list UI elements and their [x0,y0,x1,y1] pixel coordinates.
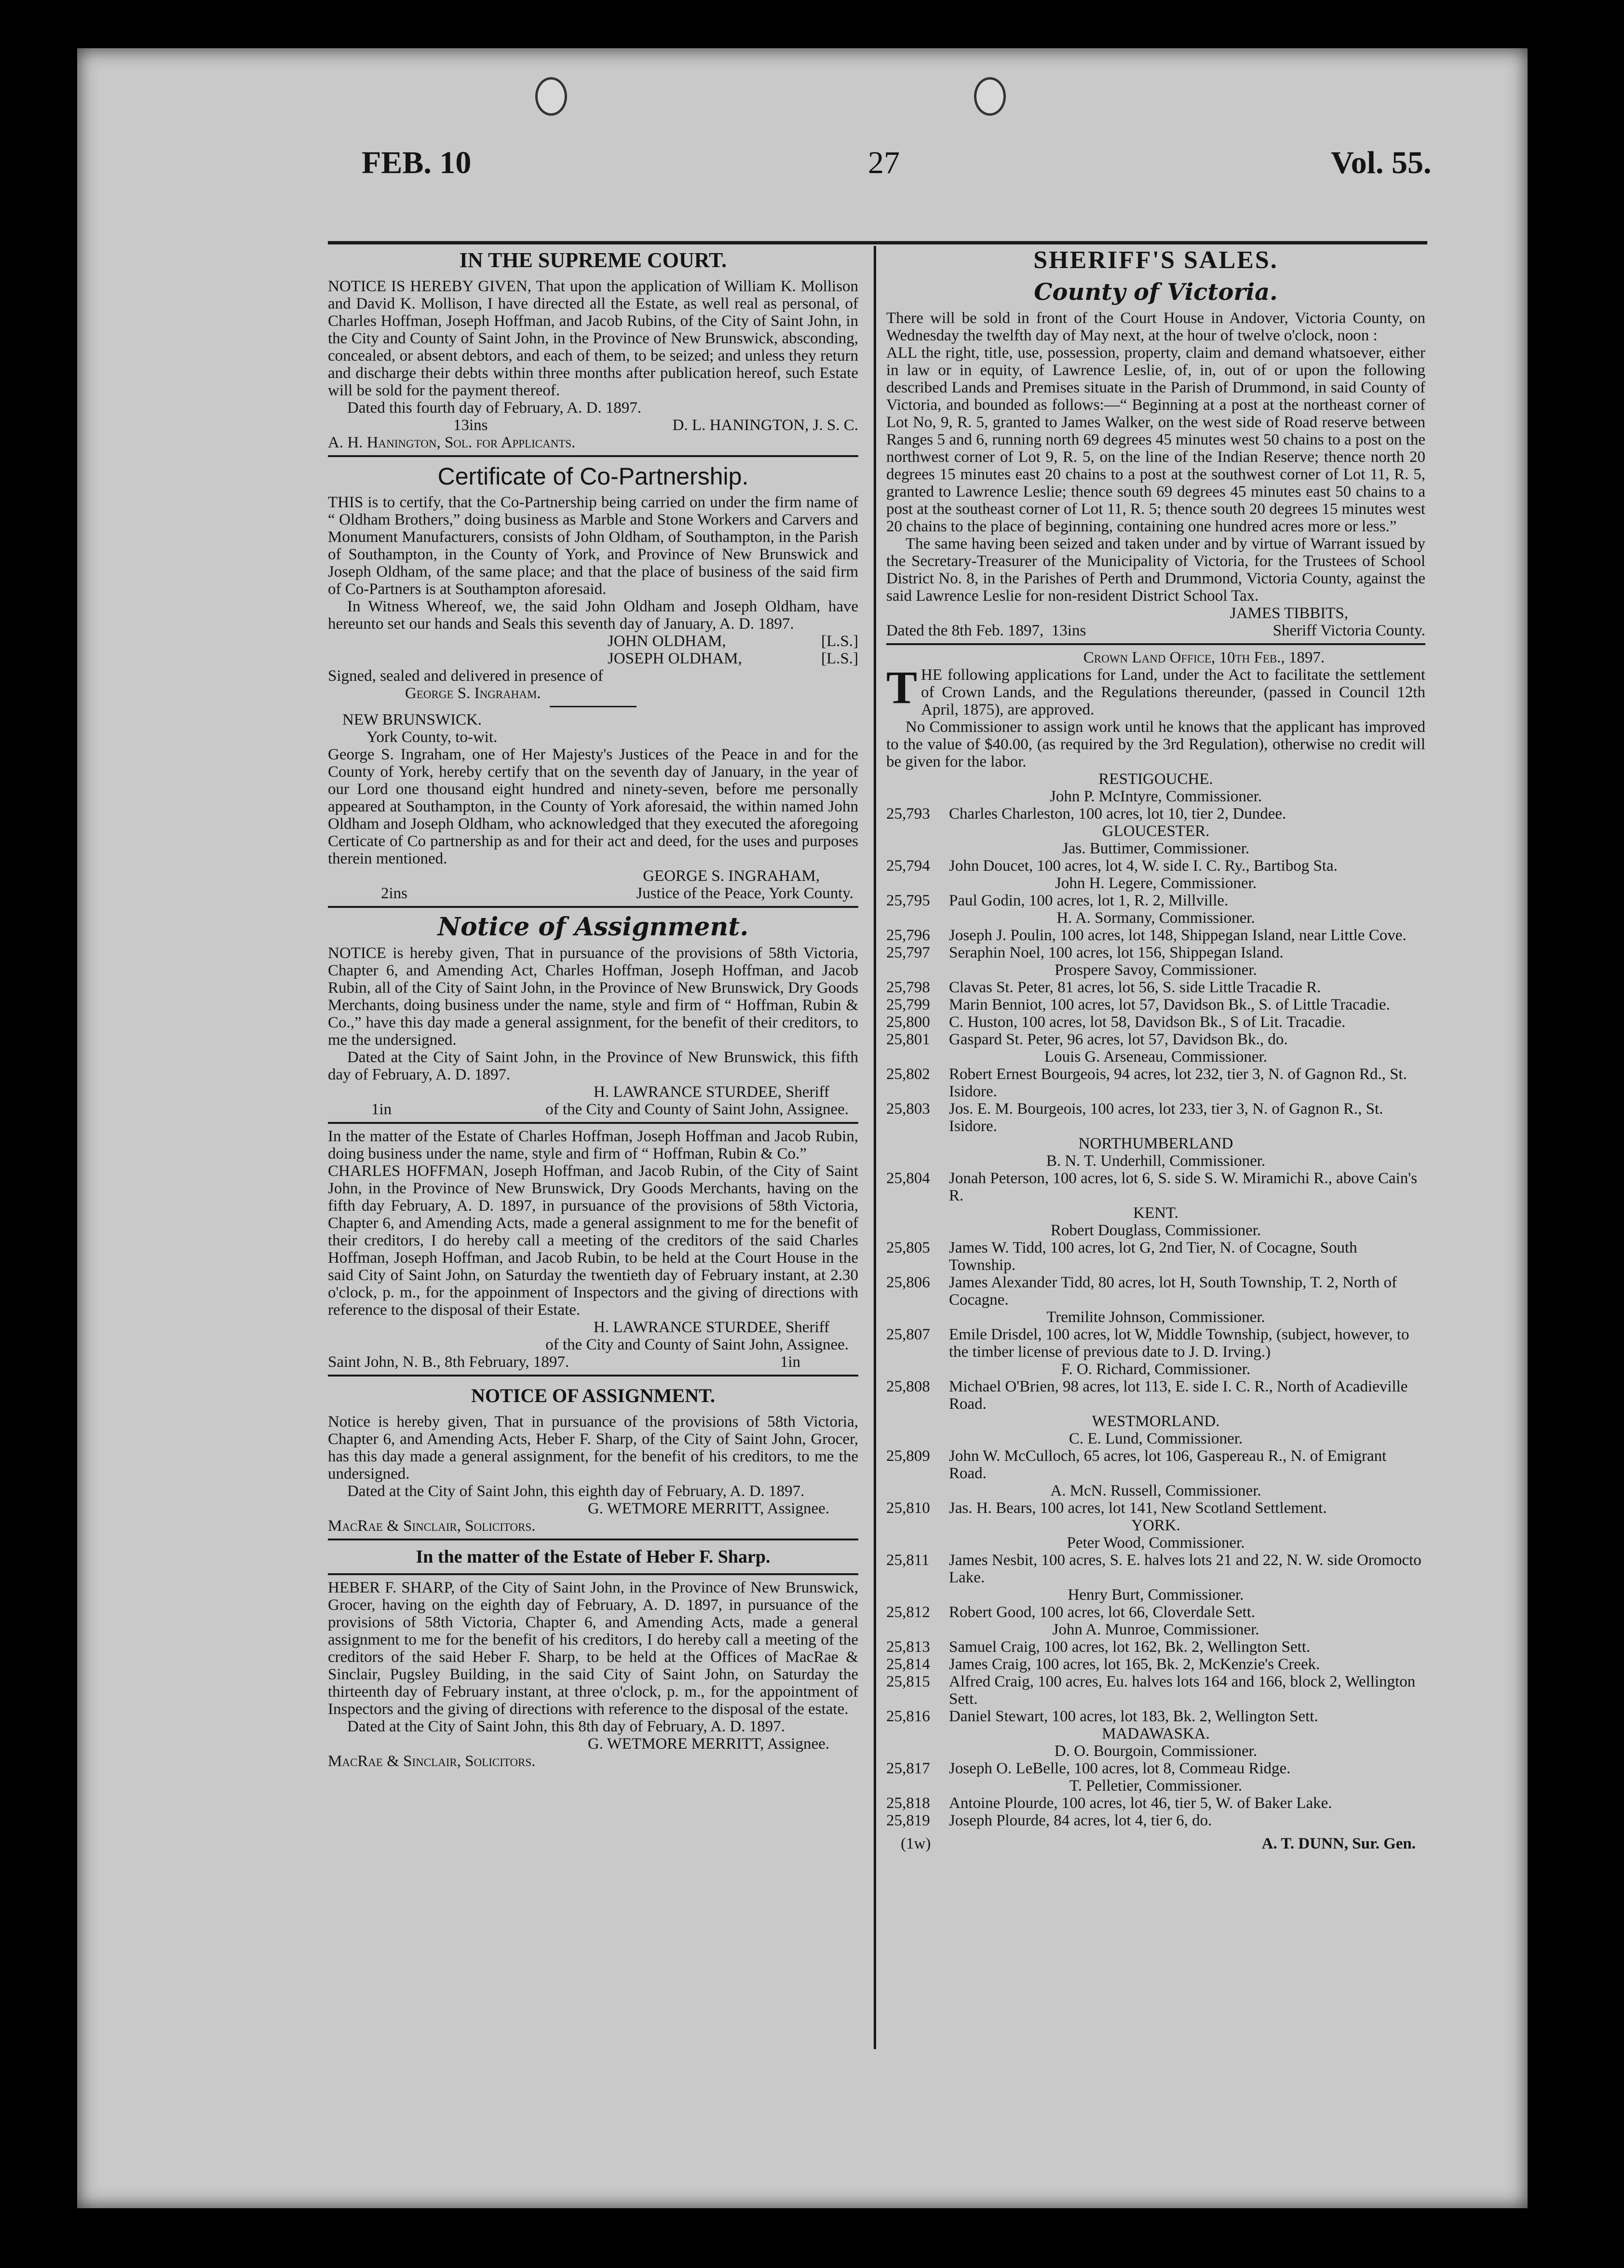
application-entry [886,1673,1425,1708]
section-rule [328,1375,858,1377]
binding-hole [974,77,1006,116]
application-text: Antoine Plourde, 100 acres, lot 46, tier 5, W. of Baker Lake. [949,1795,1332,1812]
seal-joseph: [L.S.] [821,650,858,667]
application-text: James W. Tidd, 100 acres, lot G, 2nd Tier, N. of Cocagne, South Township. [949,1239,1357,1274]
right-column [886,241,1425,1852]
county-heading: GLOUCESTER. [1102,823,1210,840]
crown-intro: HE following applications for Land, under the Act to facilitate the settlement of Crown Lands, and the Regulations thereunder, (passed in Council 12th April, 1875), are approved. [921,666,1425,718]
left-column [328,241,858,1770]
section-rule [328,1122,858,1124]
commissioner-line: T. Pelletier, Commissioner. [1069,1777,1243,1795]
surveyor-general: A. T. DUNN, Sur. Gen. [1261,1835,1416,1852]
application-entry [886,857,1425,875]
application-number: 25,801 [886,1031,930,1048]
hoffman-matter: In the matter of the Estate of Charles Hoffman, Joseph Hoffman and Jacob Rubin, doing business under the name, style and firm of “ Hoffman, Rubin & Co.” [328,1128,858,1162]
supreme-court-ins: 13ins [453,417,488,434]
signed-in-presence: Signed, sealed and delivered in presence of [328,667,603,685]
application-entry [886,927,1425,944]
county-heading: KENT. [1133,1204,1178,1222]
application-entry [886,979,1425,996]
application-text: Seraphin Noel, 100 acres, lot 156, Shippegan Island. [949,944,1284,961]
column-divider [874,246,876,2049]
application-text: Charles Charleston, 100 acres, lot 10, tier 2, Dundee. [949,805,1286,823]
application-number: 25,805 [886,1239,930,1256]
application-entry [886,1031,1425,1048]
section-rule [328,455,858,457]
county-heading: WESTMORLAND. [1092,1413,1220,1430]
crown-footer-left: (1w) [901,1835,931,1852]
seal-john: [L.S.] [821,633,858,650]
commissioner-line: F. O. Richard, Commissioner. [1061,1361,1251,1378]
application-entry [886,1552,1425,1586]
commissioner-line: John P. McIntyre, Commissioner. [1049,788,1262,805]
county-heading: NORTHUMBERLAND [1078,1135,1233,1152]
sheriff-name-2: H. LAWRANCE STURDEE, Sheriff [594,1319,829,1336]
page-number: 27 [868,145,900,180]
commissioner-line: Louis G. Arseneau, Commissioner. [1044,1048,1267,1066]
application-entry [886,1013,1425,1031]
sharp-assignee: G. WETMORE MERRITT, Assignee. [587,1500,829,1517]
application-number: 25,802 [886,1066,930,1083]
application-text: John W. McCulloch, 65 acres, lot 106, Gaspereau R., N. of Emigrant Road. [949,1447,1387,1482]
signature-joseph: JOSEPH OLDHAM, [608,650,742,667]
application-text: Jos. E. M. Bourgeois, 100 acres, lot 233, tier 3, N. of Gagnon R., St. Isidore. [949,1100,1383,1135]
supreme-court-body: NOTICE IS HEREBY GIVEN, That upon the application of William K. Mollison and David K. Mollison, I have directed all the Estate, as well real as personal, of Charles Hoffman, Joseph Hoffman, and Jacob Rubins, of the City of Saint John, in the City and County of Saint John, in the Province of New Brunswick, absconding, concealed, or absent debtors, and each of them, to be seized; and unless they return and discharge their debts within three months after publication hereof, such Estate will be sold for the payment thereof. [328,278,858,399]
application-number: 25,794 [886,857,930,875]
application-entry [886,996,1425,1013]
sharp-meeting-body: HEBER F. SHARP, of the City of Saint John, in the Province of New Brunswick, Grocer, having on the eighth day of February, A. D. 1897, in pursuance of the provisions of 58th Victoria, Chapter 6, and Amending Acts, made a general assignment to me for the benefit of his creditors, I do hereby call a meeting of the creditors of the said Heber F. Sharp, to be held at the Offices of MacRae & Sinclair, Pugsley Building, in the said City of Saint John, on Saturday the thirteenth day of February instant, at three o'clock, p. m., for the appointment of Inspectors and the giving of directions with reference to the disposal of the estate. [328,1579,858,1718]
application-number: 25,817 [886,1760,930,1777]
application-entry [886,1499,1425,1517]
sheriff-tibbits-title: Sheriff Victoria County. [1272,622,1425,639]
section-rule [328,906,858,908]
sale-seized: The same having been seized and taken under and by virtue of Warrant issued by the Secretary-Treasurer of the Municipality of Victoria, for the Trustees of School District No. 8, in the Parishes of Perth and Drummond, Victoria County, against the said Lawrence Leslie for non-resident District School Tax. [886,535,1425,605]
application-number: 25,793 [886,805,930,823]
sharp-solicitors-2: MacRae & Sinclair, Solicitors. [328,1753,536,1770]
sale-dated: Dated the 8th Feb. 1897, [886,622,1044,639]
assignment-notice-body: NOTICE is hereby given, That in pursuance of the provisions of 58th Victoria, Chapter 6, and Amending Act, Charles Hoffman, Joseph Hoffman, and Jacob Rubin, all of the City of Saint John, in the Province of New Brunswick, Dry Goods Merchants, doing business under the name, style and firm of “ Hoffman, Rubin & Co.,” have this day made a general assignment, for the benefit of their creditors, to me the undersigned. [328,945,858,1049]
application-number: 25,819 [886,1812,930,1829]
commissioner-line: Henry Burt, Commissioner. [1068,1586,1244,1604]
application-number: 25,818 [886,1795,930,1812]
binding-hole [535,77,567,116]
section-rule [886,643,1425,645]
application-number: 25,803 [886,1100,930,1118]
application-number: 25,814 [886,1656,930,1673]
application-entry [886,1378,1425,1413]
application-entry [886,1326,1425,1361]
supreme-court-title: IN THE SUPREME COURT. [459,248,727,272]
sheriffs-sales-title: SHERIFF'S SALES. [1033,246,1278,274]
application-text: Marin Benniot, 100 acres, lot 57, Davidson Bk., S. of Little Tracadie. [949,996,1390,1013]
sale-intro: There will be sold in front of the Court House in Andover, Victoria County, on Wednesday the twelfth day of May next, at the hour of twelve o'clock, noon : [886,310,1425,344]
application-text: Robert Good, 100 acres, lot 66, Cloverdale Sett. [949,1604,1256,1621]
application-number: 25,813 [886,1638,930,1656]
application-number: 25,796 [886,927,930,944]
copartnership-ins: 2ins [381,885,408,902]
application-entry [886,1812,1425,1829]
justice-name: GEORGE S. INGRAHAM, [643,867,820,885]
assignment-ins: 1in [371,1101,392,1118]
application-number: 25,808 [886,1378,930,1395]
application-text: Paul Godin, 100 acres, lot 1, R. 2, Millville. [949,892,1229,909]
application-entry [886,1447,1425,1482]
application-text: James Alexander Tidd, 80 acres, lot H, South Township, T. 2, North of Cocagne. [949,1274,1397,1309]
application-entry [886,1604,1425,1621]
sheriff-title-2: of the City and County of Saint John, Assignee. [545,1336,849,1353]
commissioner-line: Peter Wood, Commissioner. [1067,1534,1245,1552]
justice-certificate: George S. Ingraham, one of Her Majesty's Justices of the Peace in and for the County of York, hereby certify that on the seventh day of January, in the year of our Lord one thousand eight hundred and ninety-seven, before me personally appeared at Southampton, in the County of York aforesaid, the within named John Oldham and Joseph Oldham, who acknowledged that they executed the aforegoing Certicate of Co partnership as and for their act and deed, for the uses and purposes therein mentioned. [328,746,858,867]
application-number: 25,807 [886,1326,930,1343]
assignment-notice-dated: Dated at the City of Saint John, in the Province of New Brunswick, this fifth day of February, A. D. 1897. [328,1049,858,1083]
sharp-assignment-title: NOTICE OF ASSIGNMENT. [471,1385,715,1406]
sheriff-tibbits: JAMES TIBBITS, [1230,605,1348,622]
commissioner-line: B. N. T. Underhill, Commissioner. [1046,1152,1266,1170]
hoffman-place-date: Saint John, N. B., 8th February, 1897. [328,1353,569,1371]
sale-description: ALL the right, title, use, possession, property, claim and demand whatsoever, either in law or in equity, of Lawrence Leslie, of, in, out of or upon the following described Lands and Premises situate in the Parish of Drummond, in said County of Victoria, and bounded as follows:—“ Beginning at a post at the northeast corner of Lot No, 9, R. 5, granted to James Walker, on the west side of Road reserve between Ranges 5 and 6, running north 69 degrees 45 minutes west 50 chains to a post on the northwest corner of Lot 9, R. 5, on the line of the Indian Reserve; thence north 20 degrees 15 minutes east 20 chains to a post at the southwest corner of Lot 11, R. 5, granted to Lawrence Leslie; thence south 69 degrees 45 minutes east 50 chains to a post at the southeast corner of Lot 11, R. 5; thence south 20 degrees 15 minutes west 20 chains to the place of beginning, containing one hundred acres more or less.” [886,344,1425,535]
application-number: 25,810 [886,1499,930,1517]
sharp-solicitors: MacRae & Sinclair, Solicitors. [328,1517,536,1535]
application-text: Daniel Stewart, 100 acres, lot 183, Bk. 2, Wellington Sett. [949,1708,1318,1725]
crown-applications-list [886,770,1425,1829]
application-entry [886,1066,1425,1100]
copartnership-title: Certificate of Co-Partnership. [437,463,749,490]
application-entry [886,1708,1425,1725]
application-text: Joseph J. Poulin, 100 acres, lot 148, Shippegan Island, near Little Cove. [949,927,1407,944]
sharp-assignment-body: Notice is hereby given, That in pursuance of the provisions of 58th Victoria, Chapter 6, and Amending Acts, Heber F. Sharp, of the City of Saint John, Grocer, has this day made a general assignment, for the benefit of his creditors, to me the undersigned. [328,1413,858,1483]
section-rule [328,1573,858,1575]
application-text: James Craig, 100 acres, lot 165, Bk. 2, McKenzie's Creek. [949,1656,1320,1673]
crown-land-office: Crown Land Office, 10th Feb., 1897. [1083,649,1325,666]
sharp-assignee-2: G. WETMORE MERRITT, Assignee. [587,1735,829,1753]
application-text: Jas. H. Bears, 100 acres, lot 141, New Scotland Settlement. [949,1499,1327,1517]
application-entry [886,1638,1425,1656]
sharp-meeting-dated: Dated at the City of Saint John, this 8th day of February, A. D. 1897. [347,1718,785,1735]
application-number: 25,815 [886,1673,930,1690]
hoffman-ins: 1in [780,1353,800,1371]
commissioner-line: C. E. Lund, Commissioner. [1069,1430,1243,1447]
application-entry [886,1795,1425,1812]
application-entry [886,892,1425,909]
york-county-line: York County, to-wit. [366,729,498,746]
commissioner-line: A. McN. Russell, Commissioner. [1050,1482,1261,1499]
volume-number: Vol. 55. [1331,145,1432,180]
application-text: Samuel Craig, 100 acres, lot 162, Bk. 2, Wellington Sett. [949,1638,1311,1656]
application-text: Gaspard St. Peter, 96 acres, lot 57, Davidson Bk., do. [949,1031,1288,1048]
drop-cap: T [886,662,918,713]
county-heading: RESTIGOUCHE. [1098,770,1213,788]
sale-ins: 13ins [1051,622,1086,639]
application-number: 25,809 [886,1447,930,1465]
new-brunswick-heading: NEW BRUNSWICK. [342,711,482,729]
sharp-assignment-dated: Dated at the City of Saint John, this eighth day of February, A. D. 1897. [347,1483,805,1500]
hoffman-meeting-body: CHARLES HOFFMAN, Joseph Hoffman, and Jacob Rubin, of the City of Saint John, in the Province of New Brunswick, Dry Goods Merchants, having on the fifth day February, A. D. 1897, in pursuance of the provisions of 58th Victoria, Chapter 6, and Amending Acts, made a general assignment to me for the benefit of their creditors, I do hereby call a meeting of the creditors of the said Charles Hoffman, Joseph Hoffman, and Jacob Rubin, to be held at the Court House in the said City of Saint John, on Saturday the twentieth day of February instant, at 2.30 o'clock, p. m., for the appoinment of Inspectors and the giving of directions with reference to the disposal of their Estate. [328,1162,858,1319]
application-text: Michael O'Brien, 98 acres, lot 113, E. side I. C. R., North of Acadieville Road. [949,1378,1408,1413]
supreme-court-dated: Dated this fourth day of February, A. D. 1897. [347,399,642,417]
commissioner-line: John H. Legere, Commissioner. [1055,875,1257,892]
application-number: 25,800 [886,1013,930,1031]
application-number: 25,816 [886,1708,930,1725]
application-entry [886,1656,1425,1673]
copartnership-body: THIS is to certify, that the Co-Partnership being carried on under the firm name of “ Oldham Brothers,” doing business as Marble and Stone Workers and Carvers and Monument Manufacturers, consists of John Oldham, of Southampton, in the Parish of Southampton, in the County of York, and Province of New Brunswick and Joseph Oldham, of the same place; and that the place of business of the said firm of Co-Partners is at Southampton aforesaid. [328,494,858,598]
application-text: C. Huston, 100 acres, lot 58, Davidson Bk., S of Lit. Tracadie. [949,1013,1346,1031]
justice-title: Justice of the Peace, York County. [636,885,853,902]
assignment-notice-title: Notice of Assignment. [437,912,749,942]
application-number: 25,798 [886,979,930,996]
application-text: James Nesbit, 100 acres, S. E. halves lots 21 and 22, N. W. side Oromocto Lake. [949,1552,1421,1586]
application-entry [886,1170,1425,1204]
commissioner-line: Robert Douglass, Commissioner. [1050,1222,1261,1239]
header-date: FEB. 10 [362,145,472,180]
application-number: 25,806 [886,1274,930,1291]
application-entry [886,805,1425,823]
county-of-victoria: County of Victoria. [1034,279,1278,306]
section-rule [328,1539,858,1540]
application-number: 25,811 [886,1552,930,1569]
commissioner-line: D. O. Bourgoin, Commissioner. [1054,1742,1258,1760]
application-number: 25,812 [886,1604,930,1621]
application-entry [886,1760,1425,1777]
commissioner-line: H. A. Sormany, Commissioner. [1056,909,1255,927]
application-entry [886,1239,1425,1274]
application-number: 25,799 [886,996,930,1013]
sharp-matter: In the matter of the Estate of Heber F. Sharp. [416,1547,771,1567]
county-heading: YORK. [1131,1517,1180,1534]
commissioner-line: Jas. Buttimer, Commissioner. [1062,840,1250,857]
supreme-court-judge: D. L. HANINGTON, J. S. C. [672,417,858,434]
commissioner-line: John A. Munroe, Commissioner. [1052,1621,1259,1638]
application-text: John Doucet, 100 acres, lot 4, W. side I. C. Ry., Bartibog Sta. [949,857,1338,875]
sheriff-title: of the City and County of Saint John, Assignee. [545,1101,849,1118]
crown-note: No Commissioner to assign work until he knows that the applicant has improved to the value of $40.00, (as required by the 3rd Regulation), otherwise no credit will be given for the labor. [886,718,1425,770]
application-text: Joseph Plourde, 84 acres, lot 4, tier 6, do. [949,1812,1212,1829]
copartnership-witness: In Witness Whereof, we, the said John Oldham and Joseph Oldham, have hereunto set our hands and Seals this seventh day of January, A. D. 1897. [328,598,858,633]
application-text: Emile Drisdel, 100 acres, lot W, Middle Township, (subject, however, to the timber license of previous date to J. D. Irving.) [949,1326,1409,1361]
application-number: 25,804 [886,1170,930,1187]
commissioner-line: Tremilite Johnson, Commissioner. [1046,1309,1265,1326]
application-text: Clavas St. Peter, 81 acres, lot 56, S. side Little Tracadie R. [949,979,1321,996]
application-entry [886,1100,1425,1135]
application-entry [886,1274,1425,1309]
witness-name: George S. Ingraham. [405,685,541,702]
application-entry [886,944,1425,961]
signature-john: JOHN OLDHAM, [608,633,726,650]
application-number: 25,795 [886,892,930,909]
county-heading: MADAWASKA. [1102,1725,1210,1742]
supreme-court-solicitor: A. H. Hanington, Sol. for Applicants. [328,434,576,451]
application-text: Jonah Peterson, 100 acres, lot 6, S. side S. W. Miramichi R., above Cain's R. [949,1170,1418,1204]
application-text: Alfred Craig, 100 acres, Eu. halves lots 164 and 166, block 2, Wellington Sett. [949,1673,1416,1708]
commissioner-line: Prospere Savoy, Commissioner. [1055,961,1257,979]
application-number: 25,797 [886,944,930,961]
short-rule [550,706,636,707]
application-text: Joseph O. LeBelle, 100 acres, lot 8, Commeau Ridge. [949,1760,1291,1777]
sheriff-name: H. LAWRANCE STURDEE, Sheriff [594,1083,829,1101]
application-text: Robert Ernest Bourgeois, 94 acres, lot 232, tier 3, N. of Gagnon Rd., St. Isidore. [949,1066,1407,1100]
